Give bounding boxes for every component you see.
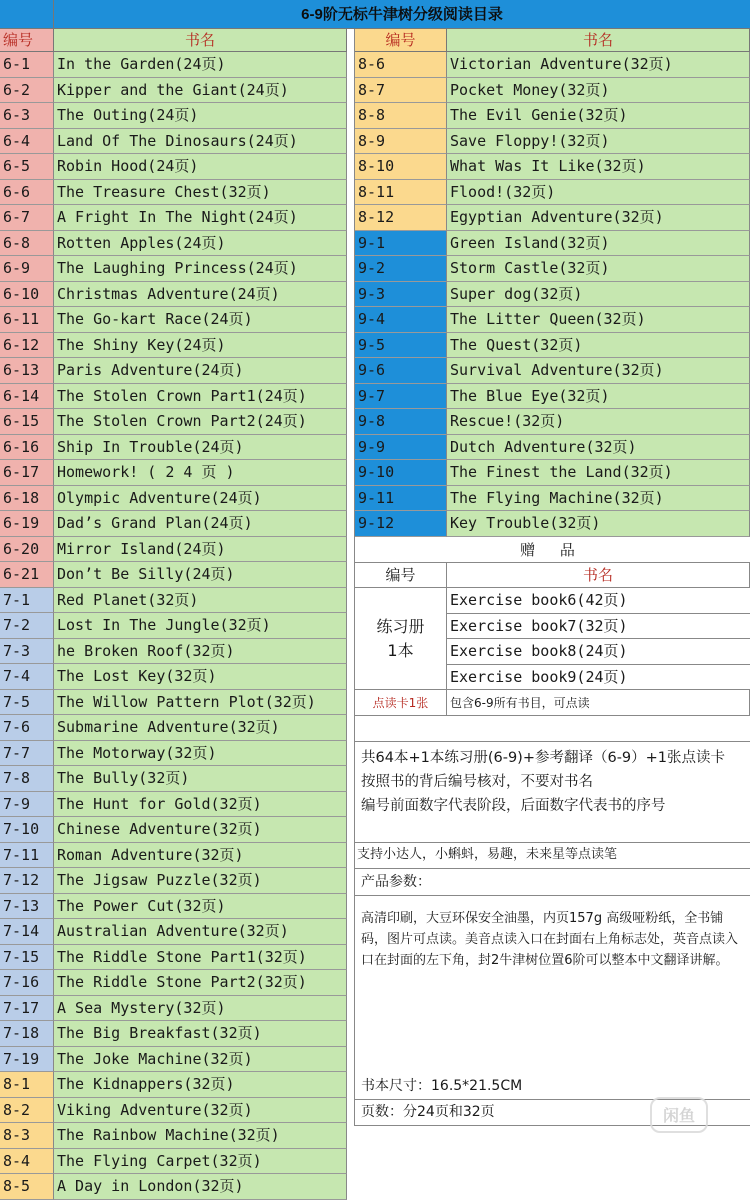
book-row <box>0 1047 347 1073</box>
book-code: 8-12 <box>355 205 447 231</box>
book-code: 8-9 <box>355 129 447 155</box>
notes-block <box>355 744 750 840</box>
book-title: Victorian Adventure(32页) <box>447 52 750 78</box>
book-code: 9-6 <box>355 358 447 384</box>
book-title: The Finest the Land(32页) <box>447 460 750 486</box>
book-code: 6-18 <box>0 486 54 512</box>
book-title: Christmas Adventure(24页) <box>54 282 347 308</box>
book-row <box>0 435 347 461</box>
book-title: Survival Adventure(32页) <box>447 358 750 384</box>
catalog-title: 6-9阶无标牛津树分级阅读目录 <box>54 0 750 29</box>
book-row <box>355 52 750 78</box>
book-title: The Willow Pattern Plot(32页) <box>54 690 347 716</box>
book-row <box>0 868 347 894</box>
book-row <box>0 562 347 588</box>
book-row <box>355 486 750 512</box>
exercise-book: Exercise book9(24页) <box>447 665 750 691</box>
book-row <box>355 256 750 282</box>
book-code: 7-14 <box>0 919 54 945</box>
book-row <box>0 78 347 104</box>
book-row <box>355 384 750 410</box>
workbook-count: 1本 <box>387 640 414 660</box>
book-row <box>0 690 347 716</box>
watermark-badge: 闲鱼 <box>650 1097 708 1133</box>
book-code: 6-15 <box>0 409 54 435</box>
book-title: Lost In The Jungle(32页) <box>54 613 347 639</box>
book-title: The Stolen Crown Part1(24页) <box>54 384 347 410</box>
title-corner-cell <box>0 0 54 29</box>
divider <box>355 868 750 869</box>
book-code: 8-11 <box>355 180 447 206</box>
book-title: Red Planet(32页) <box>54 588 347 614</box>
exercise-book: Exercise book7(32页) <box>447 614 750 640</box>
book-code: 9-9 <box>355 435 447 461</box>
book-code: 6-21 <box>0 562 54 588</box>
book-code: 7-15 <box>0 945 54 971</box>
book-row <box>0 945 347 971</box>
book-code: 7-12 <box>0 868 54 894</box>
book-code: 9-7 <box>355 384 447 410</box>
book-row <box>0 307 347 333</box>
book-title: What Was It Like(32页) <box>447 154 750 180</box>
notes-summary: 共64本+1本练习册(6-9)+参考翻译（6-9）+1张点读卡 <box>361 750 726 766</box>
book-title: Pocket Money(32页) <box>447 78 750 104</box>
book-row <box>355 129 750 155</box>
book-title: Dad’s Grand Plan(24页) <box>54 511 347 537</box>
book-code: 8-3 <box>0 1123 54 1149</box>
book-title: The Hunt for Gold(32页) <box>54 792 347 818</box>
divider <box>355 895 750 896</box>
book-row <box>0 486 347 512</box>
book-code: 9-11 <box>355 486 447 512</box>
book-title: The Lost Key(32页) <box>54 664 347 690</box>
book-row <box>0 919 347 945</box>
book-code: 8-6 <box>355 52 447 78</box>
workbook-cell <box>355 588 447 690</box>
book-row <box>0 205 347 231</box>
book-title: The Riddle Stone Part1(32页) <box>54 945 347 971</box>
book-title: In the Garden(24页) <box>54 52 347 78</box>
book-code: 8-7 <box>355 78 447 104</box>
book-title: The Laughing Princess(24页) <box>54 256 347 282</box>
book-code: 8-4 <box>0 1149 54 1175</box>
book-row <box>0 103 347 129</box>
book-title: A Fright In The Night(24页) <box>54 205 347 231</box>
book-code: 7-5 <box>0 690 54 716</box>
book-title: Save Floppy!(32页) <box>447 129 750 155</box>
book-row <box>0 460 347 486</box>
book-code: 6-6 <box>0 180 54 206</box>
book-title: The Go-kart Race(24页) <box>54 307 347 333</box>
book-title: The Blue Eye(32页) <box>447 384 750 410</box>
watermark-text: 闲鱼号：正版绘本厂家 <box>505 1150 666 1168</box>
gift-title: 赠 品 <box>355 538 750 563</box>
book-code: 7-11 <box>0 843 54 869</box>
book-code: 6-5 <box>0 154 54 180</box>
book-title: A Sea Mystery(32页) <box>54 996 347 1022</box>
book-row <box>0 843 347 869</box>
notes-pens: 支持小达人，小蝌蚪，易趣，未来星等点读笔 <box>357 847 618 862</box>
book-title: Viking Adventure(32页) <box>54 1098 347 1124</box>
book-code: 6-13 <box>0 358 54 384</box>
book-row <box>0 384 347 410</box>
book-title: The Shiny Key(24页) <box>54 333 347 359</box>
book-title: Super dog(32页) <box>447 282 750 308</box>
book-title: The Flying Machine(32页) <box>447 486 750 512</box>
book-row <box>0 52 347 78</box>
divider <box>355 842 750 843</box>
book-code: 9-5 <box>355 333 447 359</box>
book-title: he Broken Roof(32页) <box>54 639 347 665</box>
book-title: Key Trouble(32页) <box>447 511 750 537</box>
book-title: The Litter Queen(32页) <box>447 307 750 333</box>
book-code: 6-12 <box>0 333 54 359</box>
book-row <box>0 894 347 920</box>
params-body: 高清印刷，大豆环保安全油墨，内页157g 高级哑粉纸，全书铺码，图片可点读。美音点读入口在封面右上角标志处，英音点读入口在封面的左下角，封2牛津树位置6阶可以整本中文翻译讲解。 <box>361 911 739 968</box>
book-row <box>0 970 347 996</box>
book-code: 8-10 <box>355 154 447 180</box>
book-code: 6-20 <box>0 537 54 563</box>
book-row <box>355 333 750 359</box>
notes-check: 按照书的背后编号核对，不要对书名 <box>361 774 593 790</box>
book-row <box>0 715 347 741</box>
book-row <box>355 282 750 308</box>
reading-card-label: 点读卡1张 <box>355 690 447 716</box>
book-code: 7-19 <box>0 1047 54 1073</box>
book-row <box>0 1098 347 1124</box>
book-code: 7-18 <box>0 1021 54 1047</box>
book-title: The Evil Genie(32页) <box>447 103 750 129</box>
book-code: 9-8 <box>355 409 447 435</box>
book-code: 6-3 <box>0 103 54 129</box>
book-row <box>355 358 750 384</box>
book-title: Ship In Trouble(24页) <box>54 435 347 461</box>
book-code: 6-16 <box>0 435 54 461</box>
book-code: 7-7 <box>0 741 54 767</box>
book-row <box>0 256 347 282</box>
book-code: 7-1 <box>0 588 54 614</box>
book-title: Flood!(32页) <box>447 180 750 206</box>
book-code: 7-13 <box>0 894 54 920</box>
book-title: Homework! ( 2 4 页 ) <box>54 460 347 486</box>
left-code-header: 编号 <box>0 29 54 52</box>
book-title: Chinese Adventure(32页) <box>54 817 347 843</box>
page-count: 页数：分24页和32页 <box>361 1104 495 1120</box>
book-title: Olympic Adventure(24页) <box>54 486 347 512</box>
book-code: 7-16 <box>0 970 54 996</box>
book-title: The Power Cut(32页) <box>54 894 347 920</box>
book-title: Roman Adventure(32页) <box>54 843 347 869</box>
book-code: 6-1 <box>0 52 54 78</box>
book-title: Paris Adventure(24页) <box>54 358 347 384</box>
book-row <box>0 129 347 155</box>
book-title: Green Island(32页) <box>447 231 750 257</box>
book-row <box>0 766 347 792</box>
book-row <box>355 307 750 333</box>
book-row <box>0 180 347 206</box>
exercise-book: Exercise book8(24页) <box>447 639 750 665</box>
book-title: The Flying Carpet(32页) <box>54 1149 347 1175</box>
right-code-header: 编号 <box>355 29 447 52</box>
book-title: Storm Castle(32页) <box>447 256 750 282</box>
book-row <box>0 588 347 614</box>
book-code: 8-1 <box>0 1072 54 1098</box>
book-title: Don’t Be Silly(24页) <box>54 562 347 588</box>
book-code: 9-2 <box>355 256 447 282</box>
book-title: The Quest(32页) <box>447 333 750 359</box>
book-title: The Kidnappers(32页) <box>54 1072 347 1098</box>
book-code: 7-8 <box>0 766 54 792</box>
book-title: The Motorway(32页) <box>54 741 347 767</box>
book-title: The Treasure Chest(32页) <box>54 180 347 206</box>
gift-name-header: 书名 <box>447 563 750 588</box>
book-title: The Big Breakfast(32页) <box>54 1021 347 1047</box>
book-title: Rotten Apples(24页) <box>54 231 347 257</box>
book-title: Rescue!(32页) <box>447 409 750 435</box>
book-row <box>355 409 750 435</box>
book-title: Robin Hood(24页) <box>54 154 347 180</box>
workbook-label: 练习册 <box>376 616 425 636</box>
reading-card-desc: 包含6-9所有书目，可点读 <box>447 690 750 716</box>
book-title: The Jigsaw Puzzle(32页) <box>54 868 347 894</box>
book-title: Mirror Island(24页) <box>54 537 347 563</box>
book-row <box>0 996 347 1022</box>
book-title: Land Of The Dinosaurs(24页) <box>54 129 347 155</box>
book-row <box>0 154 347 180</box>
book-code: 9-4 <box>355 307 447 333</box>
book-size: 书本尺寸：16.5*21.5CM <box>361 1078 523 1094</box>
book-code: 7-2 <box>0 613 54 639</box>
book-code: 6-17 <box>0 460 54 486</box>
book-row <box>0 639 347 665</box>
book-title: Egyptian Adventure(32页) <box>447 205 750 231</box>
book-title: A Day in London(32页) <box>54 1174 347 1200</box>
book-row <box>0 817 347 843</box>
gift-code-header: 编号 <box>355 563 447 588</box>
book-code: 7-3 <box>0 639 54 665</box>
exercise-book: Exercise book6(42页) <box>447 588 750 614</box>
book-code: 9-10 <box>355 460 447 486</box>
right-panel-border <box>354 29 355 1126</box>
book-row <box>0 792 347 818</box>
book-title: Australian Adventure(32页) <box>54 919 347 945</box>
book-title: The Outing(24页) <box>54 103 347 129</box>
book-title: Kipper and the Giant(24页) <box>54 78 347 104</box>
book-row <box>355 435 750 461</box>
book-row <box>355 78 750 104</box>
book-row <box>0 409 347 435</box>
book-code: 6-11 <box>0 307 54 333</box>
book-code: 6-7 <box>0 205 54 231</box>
book-row <box>0 1021 347 1047</box>
book-code: 7-9 <box>0 792 54 818</box>
book-row <box>0 511 347 537</box>
book-row <box>0 358 347 384</box>
book-code: 6-14 <box>0 384 54 410</box>
book-code: 8-5 <box>0 1174 54 1200</box>
book-row <box>355 180 750 206</box>
book-code: 9-1 <box>355 231 447 257</box>
book-row <box>0 1174 347 1200</box>
book-title: Submarine Adventure(32页) <box>54 715 347 741</box>
book-code: 7-4 <box>0 664 54 690</box>
book-row <box>0 282 347 308</box>
book-title: The Bully(32页) <box>54 766 347 792</box>
book-title: The Riddle Stone Part2(32页) <box>54 970 347 996</box>
book-code: 9-12 <box>355 511 447 537</box>
book-code: 7-10 <box>0 817 54 843</box>
book-code: 8-8 <box>355 103 447 129</box>
book-row <box>0 333 347 359</box>
book-row <box>355 231 750 257</box>
book-code: 6-19 <box>0 511 54 537</box>
book-row <box>355 511 750 537</box>
book-row <box>0 537 347 563</box>
book-row <box>0 664 347 690</box>
book-title: The Joke Machine(32页) <box>54 1047 347 1073</box>
book-row <box>355 460 750 486</box>
book-row <box>0 231 347 257</box>
book-row <box>0 1123 347 1149</box>
book-code: 8-2 <box>0 1098 54 1124</box>
book-row <box>0 1072 347 1098</box>
left-name-header: 书名 <box>54 29 347 52</box>
book-code: 9-3 <box>355 282 447 308</box>
book-row <box>0 1149 347 1175</box>
book-code: 7-6 <box>0 715 54 741</box>
book-title: The Rainbow Machine(32页) <box>54 1123 347 1149</box>
book-row <box>355 154 750 180</box>
book-row <box>0 613 347 639</box>
book-title: Dutch Adventure(32页) <box>447 435 750 461</box>
notes-numbering: 编号前面数字代表阶段，后面数字代表书的序号 <box>361 798 666 814</box>
book-row <box>355 205 750 231</box>
book-code: 6-9 <box>0 256 54 282</box>
book-code: 6-4 <box>0 129 54 155</box>
book-code: 6-10 <box>0 282 54 308</box>
book-row <box>355 103 750 129</box>
right-name-header: 书名 <box>447 29 750 52</box>
divider <box>355 741 750 742</box>
params-title: 产品参数： <box>361 874 431 890</box>
book-title: The Stolen Crown Part2(24页) <box>54 409 347 435</box>
title-bar <box>0 0 750 29</box>
book-code: 7-17 <box>0 996 54 1022</box>
book-code: 6-8 <box>0 231 54 257</box>
book-code: 6-2 <box>0 78 54 104</box>
book-row <box>0 741 347 767</box>
